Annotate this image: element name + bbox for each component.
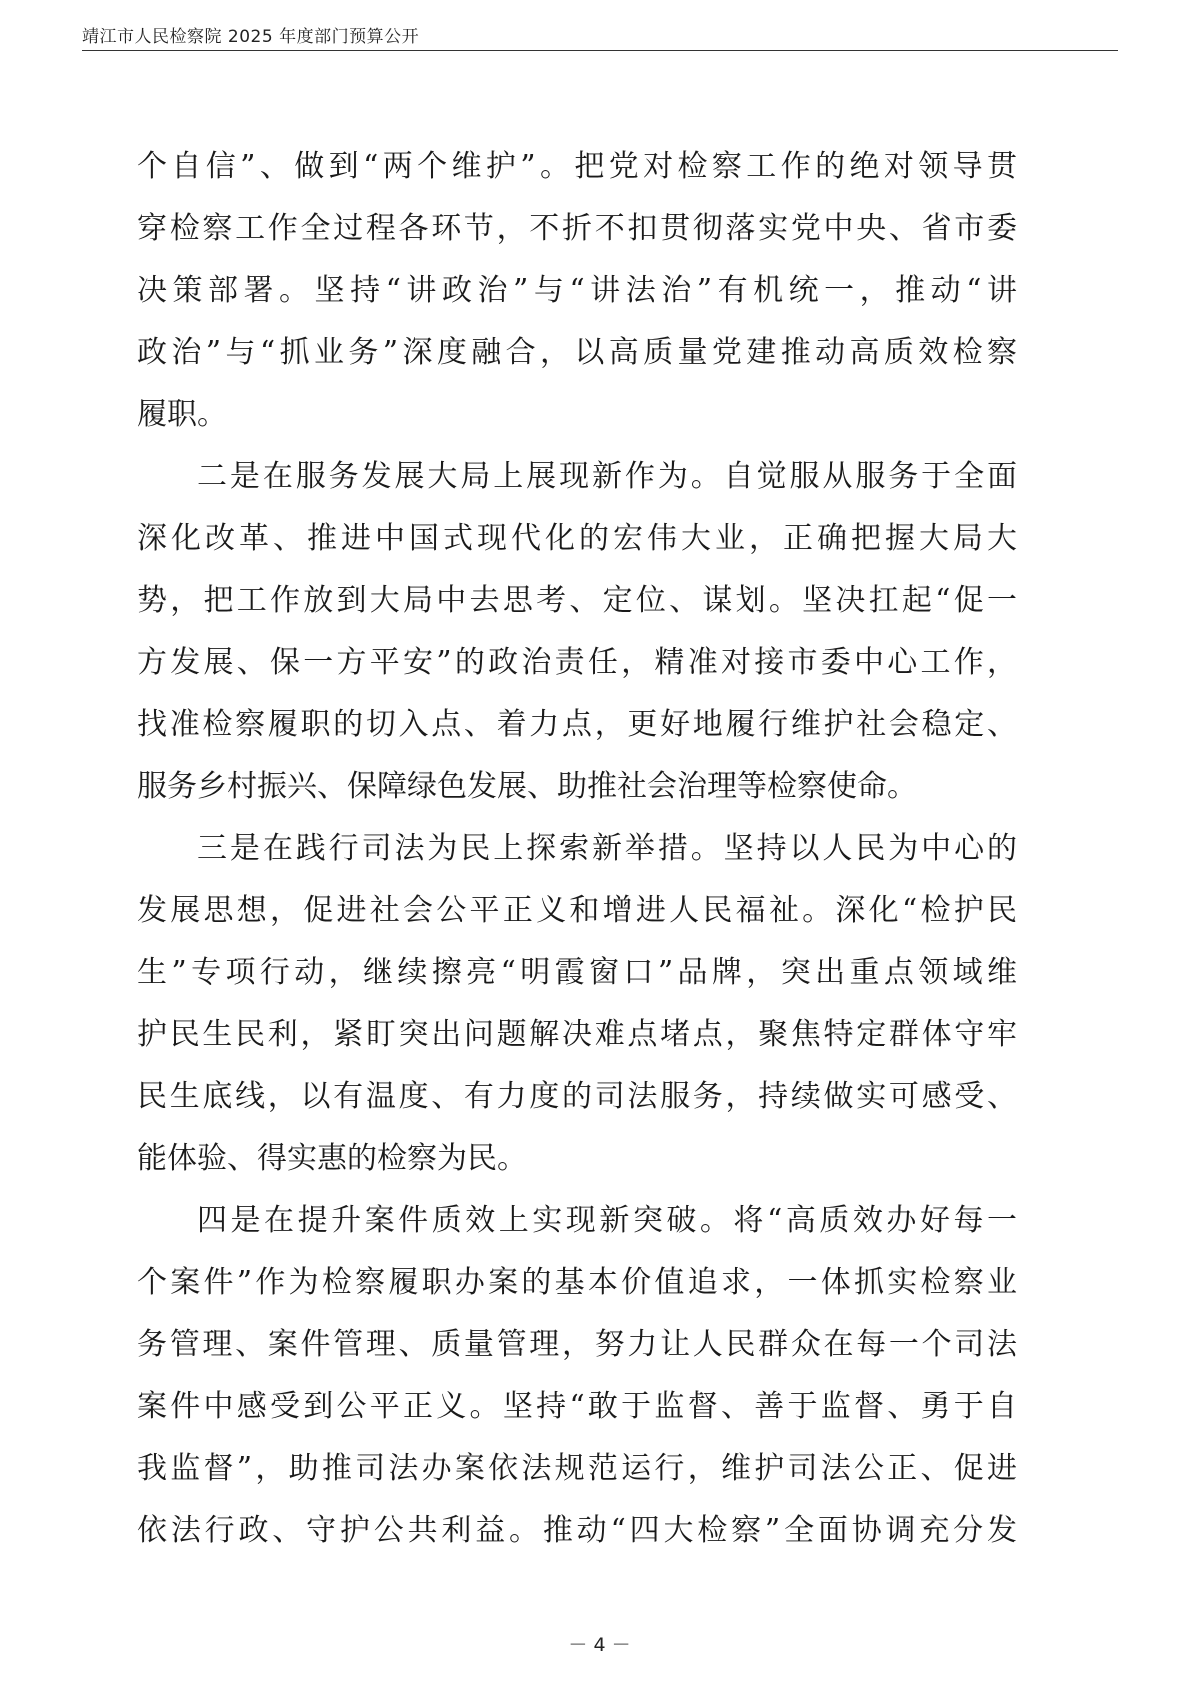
text-line: 护民生民利，紧盯突出问题解决难点堵点，聚焦特定群体守牢 — [137, 1017, 1017, 1052]
text-line: 方发展、保一方平安”的政治责任，精准对接市委中心工作， — [137, 645, 1017, 680]
text-line: 穿检察工作全过程各环节，不折不扣贯彻落实党中央、省市委 — [137, 211, 1017, 246]
body-text — [137, 136, 1017, 1562]
paragraph-first-line: 四是在提升案件质效上实现新突破。将“高质效办好每一 — [197, 1203, 1017, 1238]
text-line: 生”专项行动，继续擦亮“明霞窗口”品牌，突出重点领域维 — [137, 955, 1017, 990]
text-line: 履职。 — [137, 397, 227, 432]
text-line: 案件中感受到公平正义。坚持“敢于监督、善于监督、勇于自 — [137, 1389, 1017, 1424]
text-line: 民生底线，以有温度、有力度的司法服务，持续做实可感受、 — [137, 1079, 1017, 1114]
text-line: 势，把工作放到大局中去思考、定位、谋划。坚决扛起“促一 — [137, 583, 1017, 618]
text-line: 个案件”作为检察履职办案的基本价值追求，一体抓实检察业 — [137, 1265, 1017, 1300]
text-line: 发展思想，促进社会公平正义和增进人民福祉。深化“检护民 — [137, 893, 1017, 928]
paragraph-first-line: 二是在服务发展大局上展现新作为。自觉服从服务于全面 — [197, 459, 1017, 494]
text-line: 务管理、案件管理、质量管理，努力让人民群众在每一个司法 — [137, 1327, 1017, 1362]
text-line: 我监督”，助推司法办案依法规范运行，维护司法公正、促进 — [137, 1451, 1017, 1486]
text-line: 政治”与“抓业务”深度融合，以高质量党建推动高质效检察 — [137, 335, 1017, 370]
text-line: 个自信”、做到“两个维护”。把党对检察工作的绝对领导贯 — [137, 149, 1017, 184]
text-line: 深化改革、推进中国式现代化的宏伟大业，正确把握大局大 — [137, 521, 1017, 556]
text-line: 服务乡村振兴、保障绿色发展、助推社会治理等检察使命。 — [137, 769, 917, 804]
text-line: 能体验、得实惠的检察为民。 — [137, 1141, 527, 1176]
text-line: 依法行政、守护公共利益。推动“四大检察”全面协调充分发 — [137, 1513, 1017, 1548]
text-line: 决策部署。坚持“讲政治”与“讲法治”有机统一，推动“讲 — [137, 273, 1017, 308]
paragraph-first-line: 三是在践行司法为民上探索新举措。坚持以人民为中心的 — [197, 831, 1017, 866]
header-rule — [82, 50, 1118, 51]
running-header: 靖江市人民检察院 2025 年度部门预算公开 — [82, 27, 420, 47]
page-number: － 4 － — [568, 1634, 631, 1656]
text-line: 找准检察履职的切入点、着力点，更好地履行维护社会稳定、 — [137, 707, 1017, 742]
